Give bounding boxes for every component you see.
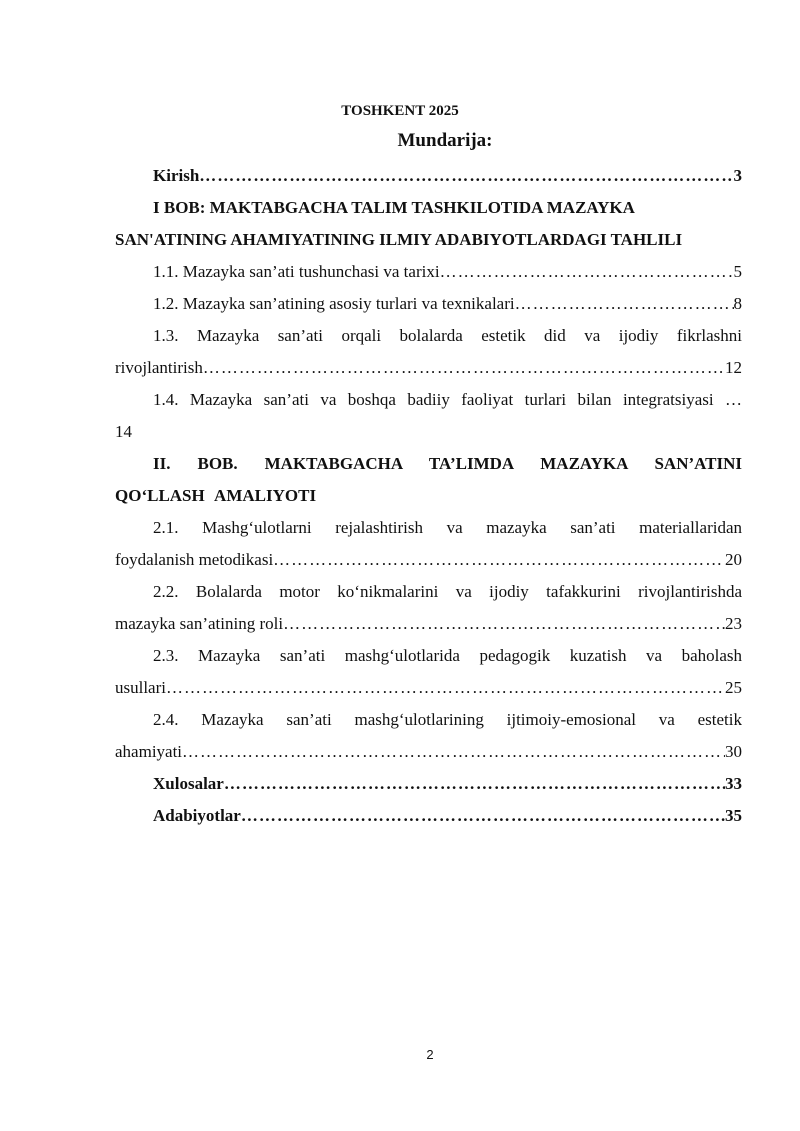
dot-leader [241, 800, 725, 832]
dot-leader [203, 352, 725, 384]
toc-entry-page: 8 [733, 294, 742, 313]
toc-entry-label-line1: 2.2. Bolalarda motor ko‘nikmalarini va ijodiy tafakkurini rivojlantirishda [153, 582, 742, 601]
toc-entry-label: 1.2. Mazayka san’atining asosiy turlari va texnikalari [153, 294, 515, 313]
toc-entry-label: Xulosalar [153, 774, 224, 793]
toc-entry-label-line2: mazayka san’atining roli [115, 614, 284, 633]
toc-entry-2-4 [115, 704, 742, 768]
toc-entry-page: 5 [733, 262, 742, 281]
chapter-1-title: I BOB: MAKTABGACHA TALIM TASHKILOTIDA MAZAYKA SAN'ATINING AHAMIYATINING ILMIY ADABIYOTLARDAGI TAHLILI [115, 198, 683, 249]
dot-leader [199, 160, 733, 192]
toc-entry-1-4 [115, 384, 742, 448]
toc-entry-page: 30 [725, 742, 742, 761]
dot-leader [166, 672, 725, 704]
toc-entry-label-line1: 2.1. Mashg‘ulotlarni rejalashtirish va mazayka san’ati materiallaridan [153, 518, 742, 537]
toc-entry-label-line1: 2.3. Mazayka san’ati mashg‘ulotlarida pedagogik kuzatish va baholash [153, 646, 742, 665]
toc-entry-label: Kirish [153, 166, 200, 185]
toc-entry-label-line1: 1.3. Mazayka san’ati orqali bolalarda estetik did va ijodiy fikrlashni [153, 326, 742, 345]
dot-leader [515, 288, 734, 320]
dot-leader [182, 736, 725, 768]
toc-entry-label: 1.1. Mazayka san’ati tushunchasi va tarixi [153, 262, 440, 281]
toc-entry-page: 35 [725, 806, 742, 825]
table-of-contents [115, 160, 742, 832]
toc-entry-page: 20 [725, 550, 742, 569]
dot-leader [283, 608, 725, 640]
toc-entry-label-line1: 2.4. Mazayka san’ati mashg‘ulotlarining ijtimoiy-emosional va estetik [153, 710, 742, 729]
toc-entry-label-line2: ahamiyati [115, 742, 183, 761]
toc-title: Mundarija: [397, 130, 493, 151]
chapter-2-title: II. BOB. MAKTABGACHA TA’LIMDA MAZAYKA SAN’ATINI QO‘LLASH AMALIYOTI [115, 454, 742, 505]
toc-entry-page: 23 [725, 614, 742, 633]
toc-entry-2-1 [115, 512, 742, 576]
toc-entry-page: 14 [115, 422, 132, 441]
toc-entry-label-line2: foydalanish metodikasi [115, 550, 274, 569]
toc-entry-2-3 [115, 640, 742, 704]
toc-entry-1-2 [115, 288, 742, 320]
city-year-heading: TOSHKENT 2025 [341, 103, 459, 119]
toc-entry-label: Adabiyotlar [153, 806, 241, 825]
toc-entry-page: 25 [725, 678, 742, 697]
dot-leader [273, 544, 725, 576]
toc-entry-page: 12 [725, 358, 742, 377]
toc-entry-label-line2: usullari [115, 678, 166, 697]
toc-entry-page: 3 [733, 166, 742, 185]
dot-leader [440, 256, 734, 288]
toc-entry-conclusions [115, 768, 742, 800]
toc-entry-references [115, 800, 742, 832]
toc-entry-intro [115, 160, 742, 192]
toc-entry-label-line1: 1.4. Mazayka san’ati va boshqa badiiy faoliyat turlari bilan integratsiyasi … [153, 390, 742, 409]
toc-entry-page: 33 [725, 774, 742, 793]
toc-entry-2-2 [115, 576, 742, 640]
toc-entry-1-3 [115, 320, 742, 384]
toc-entry-label-line2: rivojlantirish [115, 358, 203, 377]
dot-leader [224, 768, 725, 800]
page-number: 2 [426, 1047, 434, 1062]
toc-entry-1-1 [115, 256, 742, 288]
